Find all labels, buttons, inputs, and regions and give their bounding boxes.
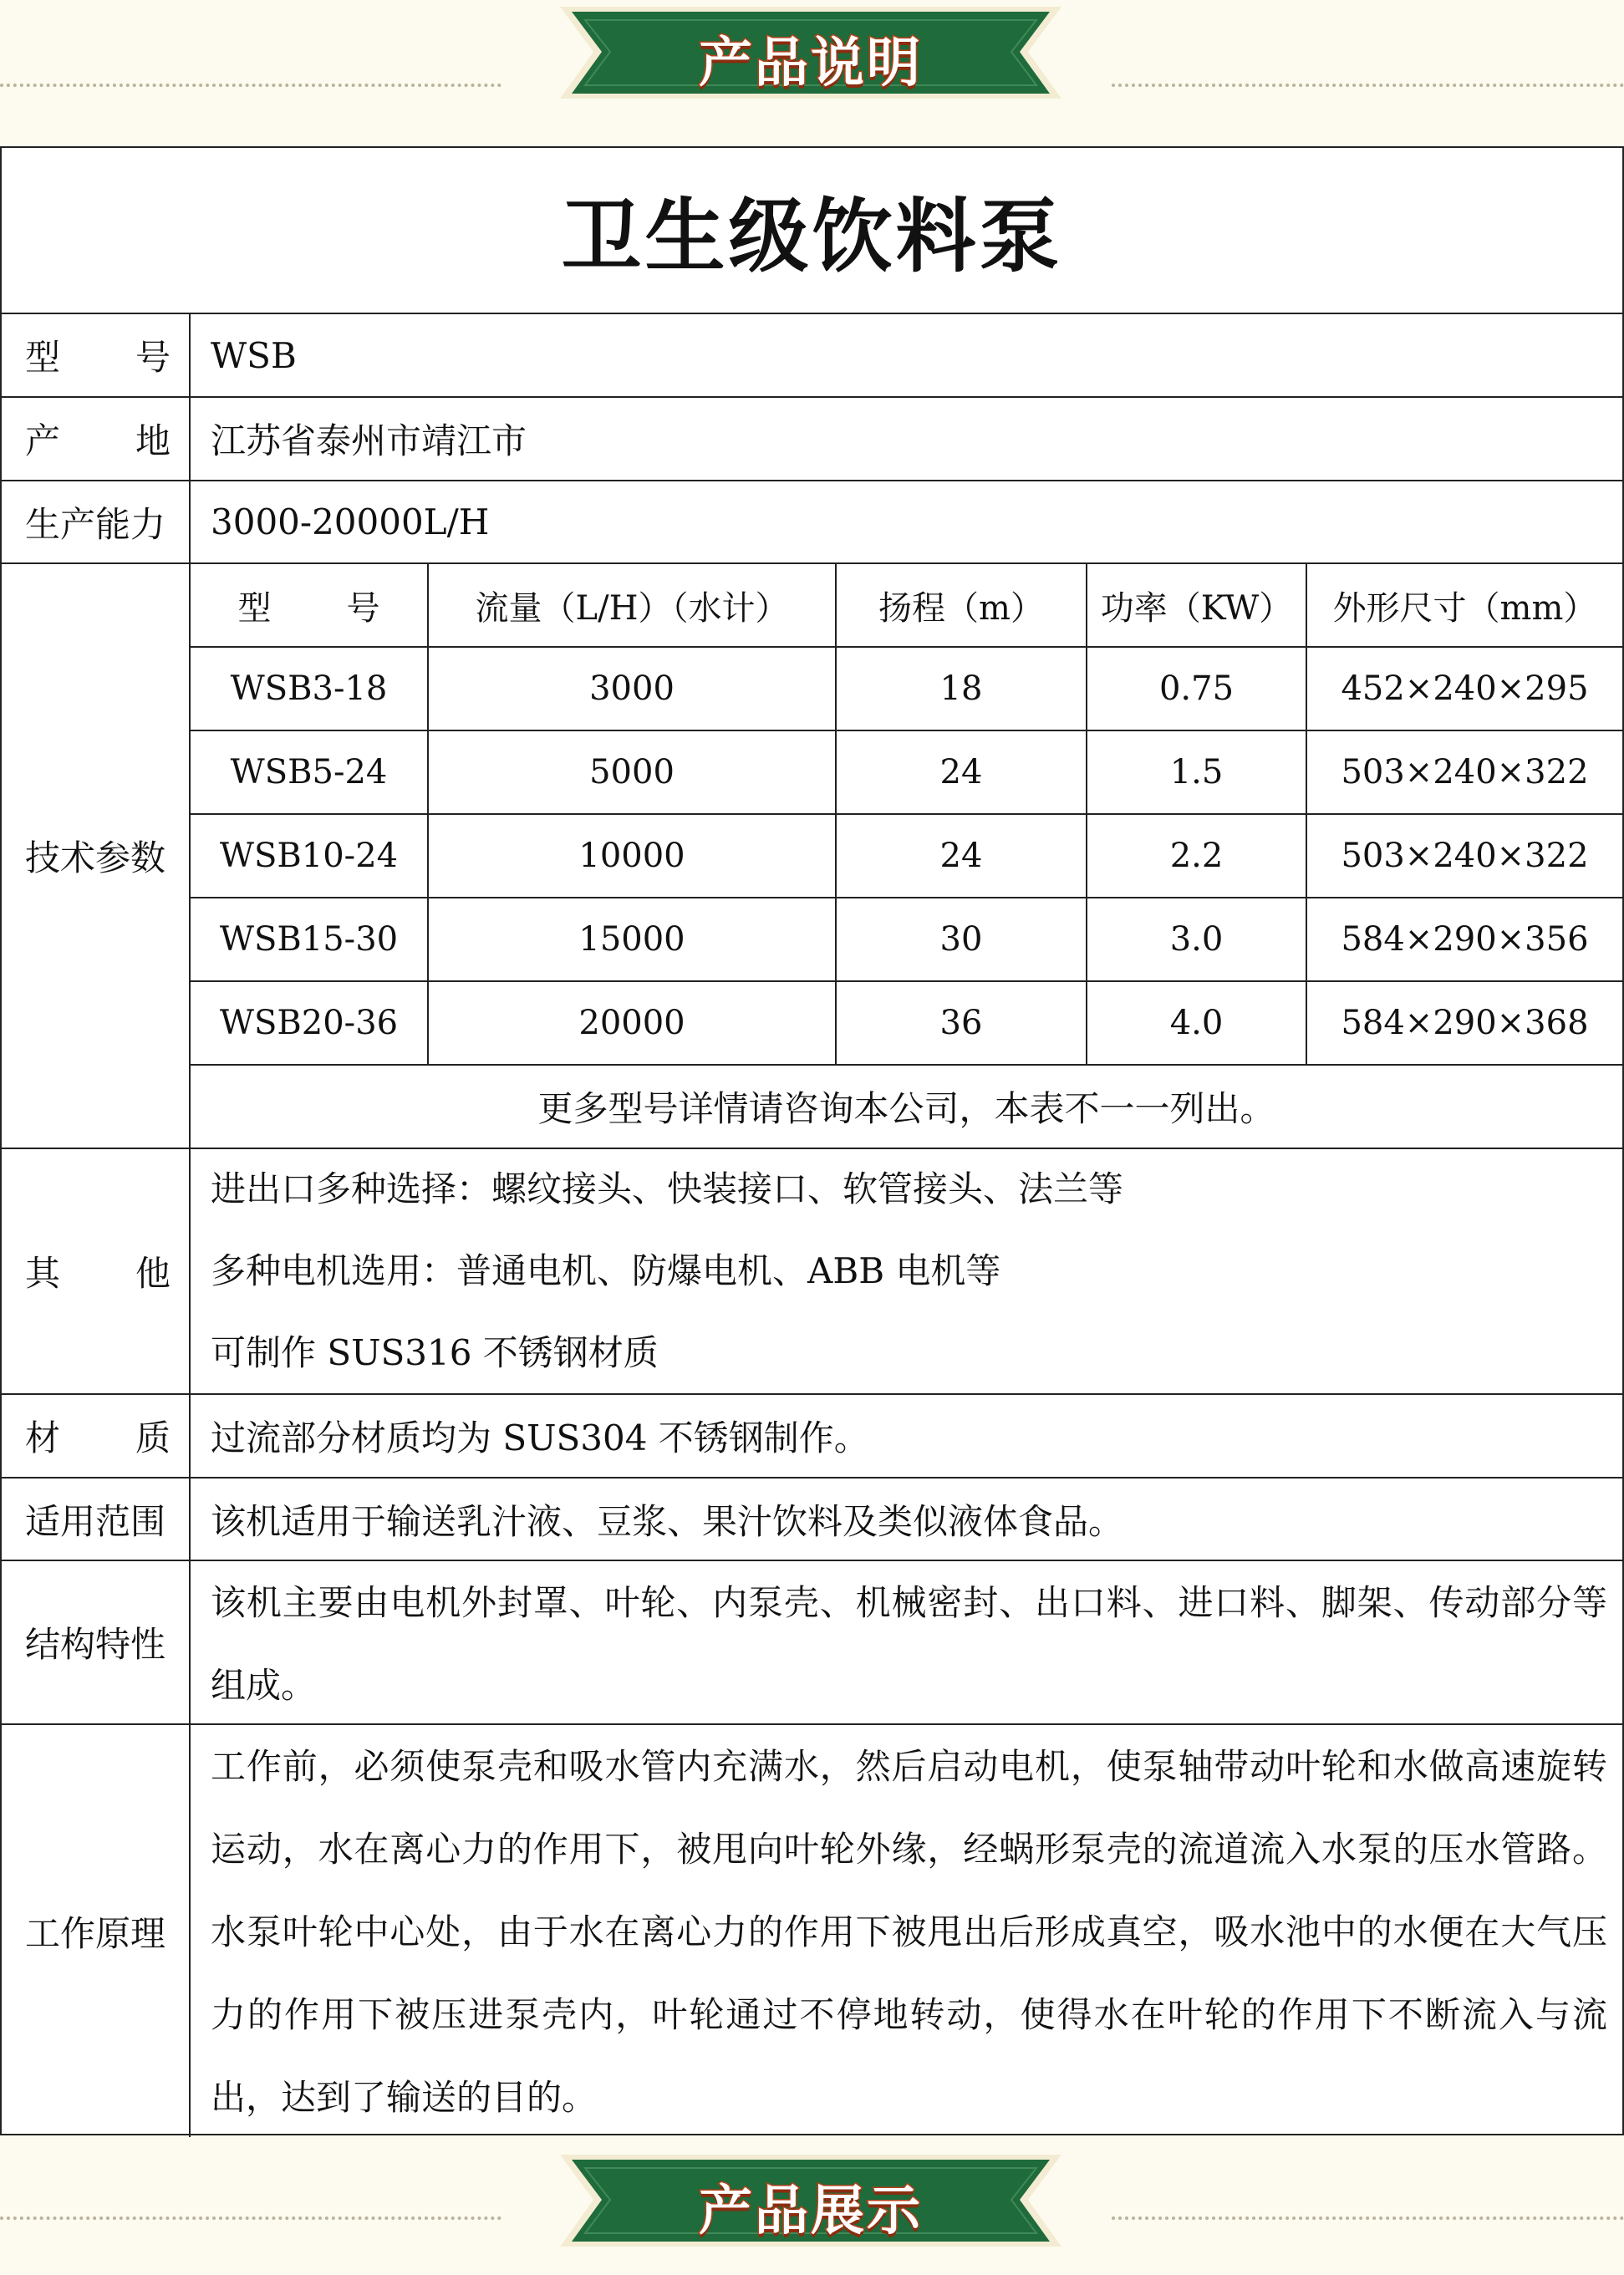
header-char: 型 [237,588,272,628]
row-value: 3000-20000L/H [211,501,490,542]
row-label [2,314,191,396]
label-char: 其 [25,1253,61,1294]
row-scope [2,1478,1622,1561]
tech-header-row [191,564,1622,648]
cell-power: 4.0 [1087,982,1307,1064]
table-row [191,982,1622,1066]
cell-size: 503×240×322 [1341,753,1589,791]
cell-size: 503×240×322 [1341,837,1589,875]
row-origin [2,398,1622,481]
row-label [2,1395,191,1477]
dotted-divider-right [1112,84,1624,87]
top-banner [0,0,1624,117]
row-value: 该机主要由电机外封罩、叶轮、内泵壳、机械密封、出口料、进口料、脚架、传动部分等组成。 [211,1582,1607,1706]
label-char: 号 [135,337,171,378]
row-model [2,314,1622,398]
row-other [2,1149,1622,1395]
cell-head: 36 [837,982,1087,1064]
label-char: 地 [135,420,171,461]
other-line: 多种电机选用：普通电机、防爆电机、ABB 电机等 [211,1250,1001,1291]
cell-model: WSB5-24 [191,731,429,813]
header-model [191,564,429,646]
header-char: 号 [346,588,380,628]
bottom-banner [0,2150,1624,2275]
cell-power: 2.2 [1087,815,1307,897]
cell-size: 584×290×356 [1341,920,1589,959]
row-label: 结构特性 [2,1561,191,1723]
cell-size: 584×290×368 [1341,1004,1589,1042]
row-value: 过流部分材质均为 SUS304 不锈钢制作。 [211,1417,869,1458]
row-label: 适用范围 [2,1478,191,1560]
row-label [2,398,191,480]
row-label [2,1149,191,1393]
cell-model: WSB3-18 [191,648,429,730]
other-line: 进出口多种选择：螺纹接头、快装接口、软管接头、法兰等 [211,1168,1124,1209]
spec-table [0,146,1624,2135]
dotted-divider-left [0,2216,501,2220]
ribbon-title: 产品展示 [699,2181,923,2242]
header-head: 扬程（m） [837,564,1087,646]
cell-head: 24 [837,815,1087,897]
product-title: 卫生级饮料泵 [2,148,1622,314]
header-size: 外形尺寸（mm） [1332,588,1597,628]
cell-flow: 5000 [429,731,837,813]
cell-flow: 20000 [429,982,837,1064]
section-ribbon [560,0,1061,104]
row-material [2,1395,1622,1478]
row-label: 生产能力 [2,481,191,562]
cell-flow: 3000 [429,648,837,730]
cell-power: 3.0 [1087,898,1307,980]
ribbon-title: 产品说明 [699,33,923,94]
header-power: 功率（KW） [1087,564,1307,646]
header-flow: 流量（L/H）（水计） [429,564,837,646]
cell-head: 18 [837,648,1087,730]
row-value: 江苏省泰州市靖江市 [211,420,527,461]
section-ribbon [560,2150,1061,2254]
row-label: 技术参数 [2,564,191,1148]
row-value: WSB [211,334,297,376]
cell-model: WSB10-24 [191,815,429,897]
label-char: 型 [25,337,61,378]
row-structure [2,1561,1622,1725]
cell-head: 30 [837,898,1087,980]
table-row [191,648,1622,731]
cell-power: 0.75 [1087,648,1307,730]
other-line: 可制作 SUS316 不锈钢材质 [211,1332,659,1373]
row-principle [2,1725,1622,2137]
cell-head: 24 [837,731,1087,813]
tech-table [191,564,1622,1148]
dotted-divider-right [1112,2216,1624,2220]
label-char: 材 [25,1417,61,1458]
row-value [191,1149,1622,1393]
row-capacity [2,481,1622,564]
cell-size: 452×240×295 [1341,669,1589,708]
label-char: 他 [135,1253,171,1294]
cell-power: 1.5 [1087,731,1307,813]
row-label: 工作原理 [2,1725,191,2137]
cell-flow: 15000 [429,898,837,980]
row-value: 工作前，必须使泵壳和吸水管内充满水，然后启动电机，使泵轴带动叶轮和水做高速旋转运动，水在离心力的作用下，被甩向叶轮外缘，经蜗形泵壳的流道流入水泵的压水管路。水泵叶轮中心处，由于水在离心力的作用下被甩出后形成真空，吸水池中的水便在大气压力的作用下被压进泵壳内，叶轮通过不停地转动，使得水在叶轮的作用下不断流入与流出，达到了输送的目的。 [211,1746,1607,2118]
cell-model: WSB20-36 [191,982,429,1064]
dotted-divider-left [0,84,501,87]
label-char: 质 [135,1417,171,1458]
table-row [191,815,1622,898]
row-tech-params [2,564,1622,1149]
tech-note: 更多型号详情请咨询本公司，本表不一一列出。 [537,1088,1275,1129]
table-row [191,731,1622,815]
row-value: 该机适用于输送乳汁液、豆浆、果汁饮料及类似液体食品。 [211,1500,1124,1542]
label-char: 产 [25,420,61,461]
cell-flow: 10000 [429,815,837,897]
cell-model: WSB15-30 [191,898,429,980]
table-row [191,898,1622,982]
